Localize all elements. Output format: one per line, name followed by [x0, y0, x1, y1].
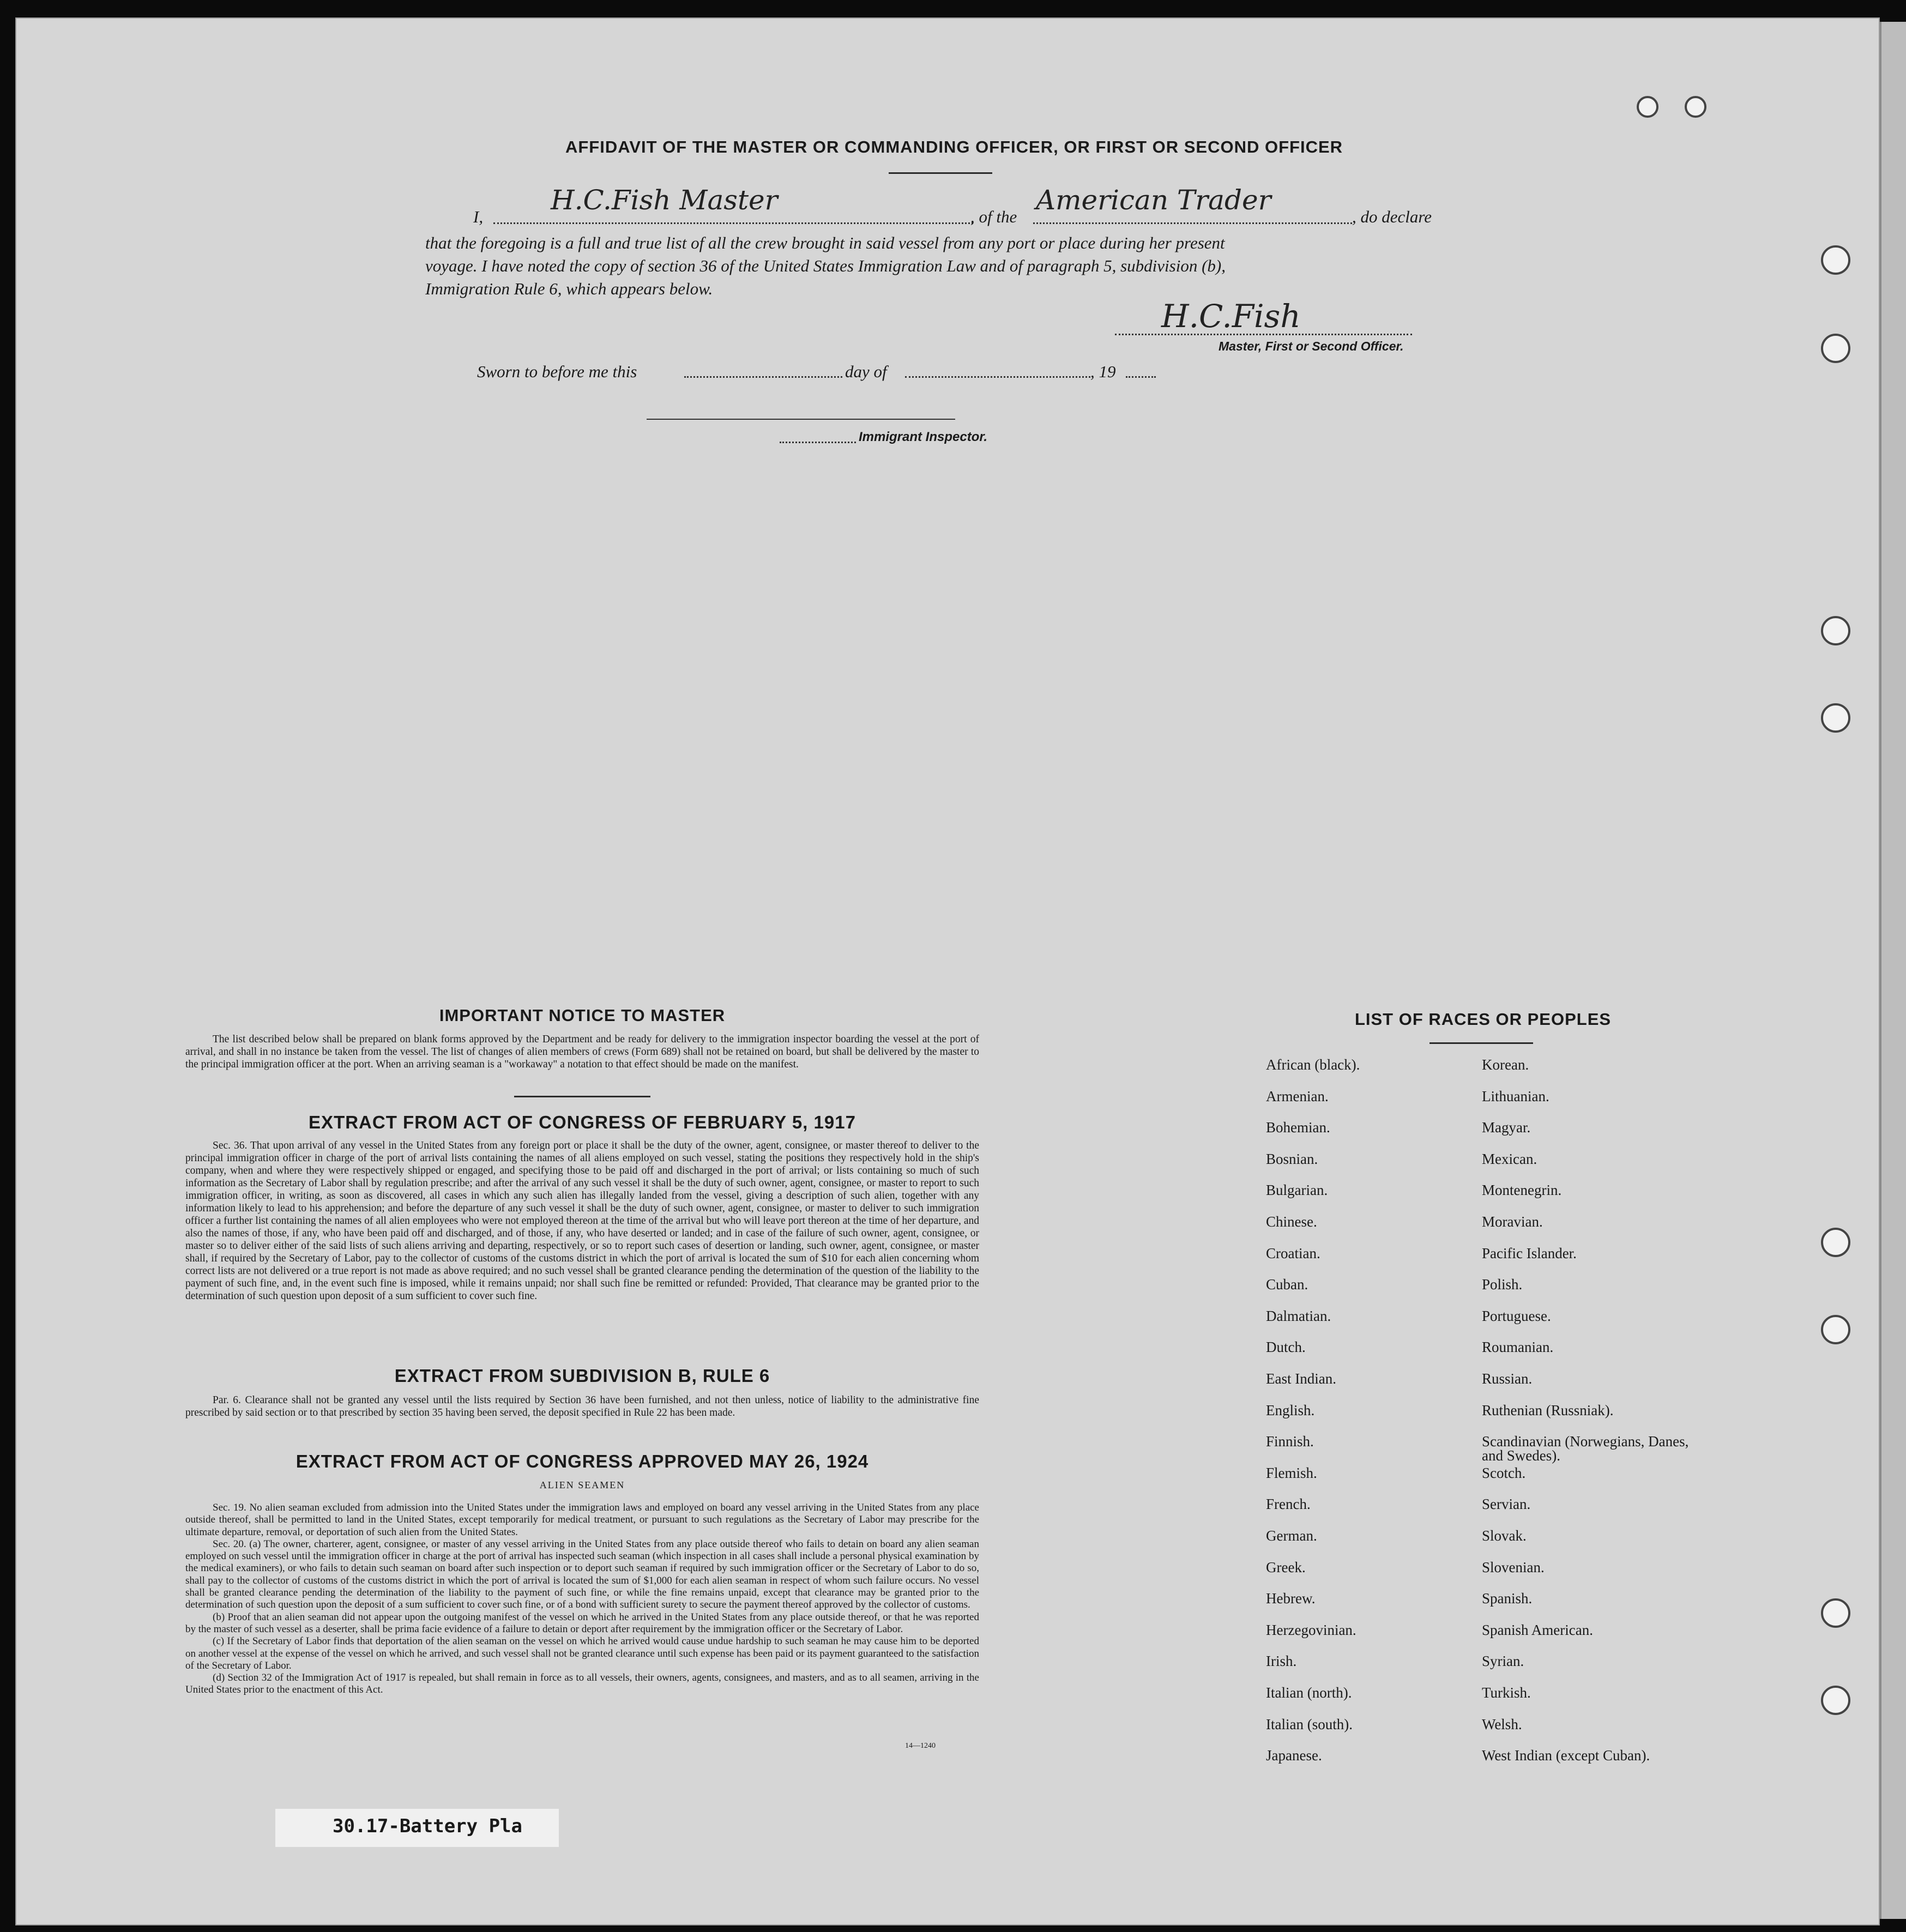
sworn-year-line	[1126, 376, 1156, 378]
race-item: French.	[1266, 1496, 1311, 1513]
extract-1917-title: EXTRACT FROM ACT OF CONGRESS OF FEBRUARY 5, 1917	[309, 1112, 856, 1132]
races-title: LIST OF RACES OR PEOPLES	[1354, 1010, 1612, 1029]
race-item: Slovak.	[1482, 1528, 1527, 1544]
sworn-prefix: Sworn to before me this	[477, 362, 637, 381]
race-item: Polish.	[1482, 1276, 1523, 1293]
binder-hole	[1821, 334, 1850, 363]
vessel-field-line	[1033, 222, 1352, 224]
binder-hole	[1821, 1598, 1850, 1628]
race-item: Bulgarian.	[1266, 1182, 1328, 1199]
binder-hole	[1637, 96, 1658, 118]
race-item: Hebrew.	[1266, 1590, 1316, 1607]
affidavit-line3: voyage. I have noted the copy of section 36 of the United States Immigration Law and of paragraph 5, subdivision (b),	[425, 256, 1226, 275]
race-item: Bohemian.	[1266, 1119, 1330, 1136]
sec-20b-paragraph: (b) Proof that an alien seaman did not appear upon the outgoing manifest of the vessel on which he arrived in the United States from any place outside thereof, or that he was reported by the master of such vessel as a deserter, shall be prima facie evidence of a failure to detain or deport after requirement by the immigration officer or the Secretary of Labor.	[185, 1611, 979, 1635]
race-item: Montenegrin.	[1482, 1182, 1562, 1199]
rule6-title: EXTRACT FROM SUBDIVISION B, RULE 6	[394, 1366, 770, 1386]
race-item: Finnish.	[1266, 1433, 1314, 1450]
sworn-date-line	[684, 376, 842, 378]
affidavit-line1-suffix: , do declare	[1352, 207, 1432, 226]
race-item: Russian.	[1482, 1370, 1533, 1387]
race-item: Italian (south).	[1266, 1716, 1353, 1732]
extract-1917-paragraph: Sec. 36. That upon arrival of any vessel in the United States from any foreign port or place it shall be the duty of the owner, agent, consignee, or master thereof to deliver to the principal immigration officer in charge of the port of arrival lists containing the names of all aliens employed on such vessel, stating the positions they respectively hold in the ship's company, when and where they were respectively shipped or engaged, and specifying those to be paid off and discharged in the port of arrival; or lists containing so much of such information as the Secretary of Labor shall by regulation prescribe; and after the arrival of any such vessel it shall be the duty of such owner, agent, consignee, or master to report to such immigration officer, in writing, as soon as discovered, all cases in which any such alien has illegally landed from the vessel, giving a description of such alien, together with any information likely to lead to his apprehension; and before the departure of any such vessel it shall be the duty of such owner, agent, consignee, or master to deliver to such immigration officer a further list containing the names of all alien employees who were not employed thereon at the time of the arrival but who will leave port thereon at the time of her departure, and also the names of those, if any, who have been paid off and discharged, and of those, if any, who have deserted or landed; and in case of the failure of such owner, agent, consignee, or master so to deliver either of the said lists of such aliens arriving and departing, respectively, or so to report such cases of desertion or landing, such owner, agent, consignee, or master shall, if required by the Secretary of Labor, pay to the collector of customs of the customs district in which the port of arrival is located the sum of $10 for each alien concerning whom correct lists are not delivered or a true report is not made as above required; and no such vessel shall be granted clearance pending the determination of the question of the liability to the payment of such fine, and, in the event such fine is imposed, while it remains unpaid; nor shall such fine be remitted or refunded: Provided, That clearance may be granted prior to the determination of such question upon deposit of a sum sufficient to cover such fine.	[185, 1140, 979, 1302]
notice-divider	[514, 1096, 650, 1097]
race-item: Syrian.	[1482, 1653, 1524, 1670]
race-item: Greek.	[1266, 1559, 1306, 1575]
signature-caption: Master, First or Second Officer.	[1219, 339, 1404, 353]
binder-hole	[1685, 96, 1706, 118]
race-item: Dalmatian.	[1266, 1307, 1331, 1324]
extract-1924-title: EXTRACT FROM ACT OF CONGRESS APPROVED MAY 26, 1924	[295, 1451, 869, 1471]
race-item: Korean.	[1482, 1056, 1529, 1073]
race-item: Bosnian.	[1266, 1150, 1318, 1167]
race-item: German.	[1266, 1528, 1317, 1544]
race-item: Ruthenian (Russniak).	[1482, 1402, 1614, 1418]
race-item: Dutch.	[1266, 1339, 1306, 1356]
alien-seamen-subtitle: ALIEN SEAMEN	[539, 1480, 625, 1490]
binder-hole	[1821, 1686, 1850, 1715]
race-item: Flemish.	[1266, 1464, 1317, 1481]
form-number: 14—1240	[905, 1742, 936, 1750]
affidavit-line4: Immigration Rule 6, which appears below.	[425, 279, 713, 298]
inspector-line	[647, 419, 955, 420]
race-item: Moravian.	[1482, 1213, 1543, 1230]
page-edge-strip	[1880, 22, 1906, 1919]
binder-hole	[1821, 703, 1850, 733]
race-item: Chinese.	[1266, 1213, 1317, 1230]
race-item: Spanish.	[1482, 1590, 1533, 1607]
race-item: Servian.	[1482, 1496, 1531, 1513]
race-item: Croatian.	[1266, 1245, 1320, 1261]
sec-20d-paragraph: (d) Section 32 of the Immigration Act of 1917 is repealed, but shall remain in force as to all vessels, their owners, agents, consignees, and masters, and as to all seamen, arriving in the United States prior to the enactment of this Act.	[185, 1672, 979, 1696]
sec-19-paragraph: Sec. 19. No alien seaman excluded from admission into the United States under the immigration laws and employed on board any vessel arriving in the United States from any place outside thereof, shall be permitted to land in the United States, except temporarily for medical treatment, or pursuant to such regulations as the Secretary of Labor may prescribe for the ultimate departure, removal, or deportation of such alien from the United States.	[185, 1502, 979, 1538]
binder-hole	[1821, 245, 1850, 275]
race-item: Japanese.	[1266, 1747, 1322, 1764]
race-item: Scotch.	[1482, 1464, 1526, 1481]
race-item: Irish.	[1266, 1653, 1297, 1670]
rule6-paragraph: Par. 6. Clearance shall not be granted any vessel until the lists required by Section 36 have been furnished, and not then unless, notice of liability to the administrative fine prescribed by said section or to that prescribed by section 35 having been served, the deposit specified in Rule 22 has been made.	[185, 1394, 979, 1418]
sworn-month-line	[905, 376, 1090, 378]
extract-1917-text	[185, 1139, 979, 1302]
name-field-line	[493, 222, 973, 224]
stamp-text: 30.17-Battery Pla	[333, 1815, 522, 1837]
rule6-text	[185, 1394, 979, 1419]
sworn-day: day of	[845, 362, 887, 381]
binder-hole	[1821, 1315, 1850, 1344]
sec-20c-paragraph: (c) If the Secretary of Labor finds that deportation of the alien seaman on the vessel on which he arrived would cause undue hardship to such seaman he may cause him to be deported on another vessel at the expense of the vessel on which he arrived, and such vessel shall not be granted clearance until such expense has been paid or its payment guaranteed to the satisfaction of the Secretary of Labor.	[185, 1635, 979, 1671]
affidavit-title: AFFIDAVIT OF THE MASTER OR COMMANDING OFFICER, OR FIRST OR SECOND OFFICER	[565, 137, 1343, 156]
race-item: Pacific Islander.	[1482, 1245, 1577, 1261]
extract-1924-text	[185, 1502, 979, 1696]
race-item: Armenian.	[1266, 1088, 1329, 1104]
title-divider	[889, 172, 992, 174]
race-item: English.	[1266, 1402, 1315, 1418]
affidavit-line2: that the foregoing is a full and true list of all the crew brought in said vessel from any port or place during her present	[425, 233, 1225, 252]
sec-20a-paragraph: Sec. 20. (a) The owner, charterer, agent, consignee, or master of any vessel arriving in the United States from any place outside thereof who fails to detain on board any alien seaman employed on such vessel until the immigration officer in charge at the port of arrival has inspected such seaman (which inspection in all cases shall include a personal physical examination by the medical examiners), or who fails to detain such seaman on board after such inspection or to deport such seaman if required by such immigration officer or the Secretary of Labor to do so, shall pay to the collector of customs of the customs district in which the port of arrival is located the sum of $1,000 for each alien seaman in respect of whom such failure occurs. No vessel shall be granted clearance pending the determination of the liability to the payment of such fine, or while the fine remains unpaid, except that clearance may be granted prior to the determination of such question upon the deposit of a sum sufficient to cover such fine, or of a bond with sufficient surety to secure the payment thereof approved by the collector of customs.	[185, 1538, 979, 1611]
binder-hole	[1821, 616, 1850, 645]
race-item: Slovenian.	[1482, 1559, 1545, 1575]
notice-title: IMPORTANT NOTICE TO MASTER	[439, 1006, 726, 1025]
race-item: Lithuanian.	[1482, 1088, 1549, 1104]
race-item: African (black).	[1266, 1056, 1360, 1073]
race-item: Mexican.	[1482, 1150, 1537, 1167]
affidavit-line1-middle: , of the	[970, 207, 1017, 226]
race-item: Cuban.	[1266, 1276, 1308, 1293]
race-item: Scandinavian (Norwegians, Danes, and Swedes).	[1482, 1433, 1689, 1464]
signature: H.C.Fish	[1161, 298, 1301, 335]
race-item: Turkish.	[1482, 1685, 1531, 1701]
race-item: Spanish American.	[1482, 1621, 1593, 1638]
race-item: West Indian (except Cuban).	[1482, 1747, 1650, 1764]
race-item: Roumanian.	[1482, 1339, 1554, 1356]
notice-paragraph: The list described below shall be prepared on blank forms approved by the Department and be ready for delivery to the immigration inspector boarding the vessel at the port of arrival, and shall in no instance be taken from the vessel. The list of changes of alien members of crews (Form 689) shall not be retained on board, but shall be delivered by the master to the principal immigration officer at the port. When an arriving seaman is a "workaway" a notation to that effect should be made on the manifest.	[185, 1034, 979, 1070]
race-item: Portuguese.	[1482, 1307, 1551, 1324]
race-item: Magyar.	[1482, 1119, 1531, 1136]
race-item: Herzegovinian.	[1266, 1621, 1356, 1638]
inspector-caption: Immigrant Inspector.	[859, 430, 988, 444]
sworn-year: , 19	[1090, 362, 1116, 381]
race-item: Italian (north).	[1266, 1685, 1352, 1701]
handwritten-vessel: American Trader	[1036, 184, 1271, 216]
notice-text	[185, 1033, 979, 1071]
races-divider	[1430, 1042, 1533, 1044]
inspector-dotted-line	[780, 442, 856, 443]
race-item: Welsh.	[1482, 1716, 1522, 1732]
affidavit-line1-prefix: I,	[473, 207, 484, 226]
handwritten-name: H.C.Fish Master	[551, 184, 778, 216]
binder-hole	[1821, 1228, 1850, 1257]
race-item: East Indian.	[1266, 1370, 1336, 1387]
